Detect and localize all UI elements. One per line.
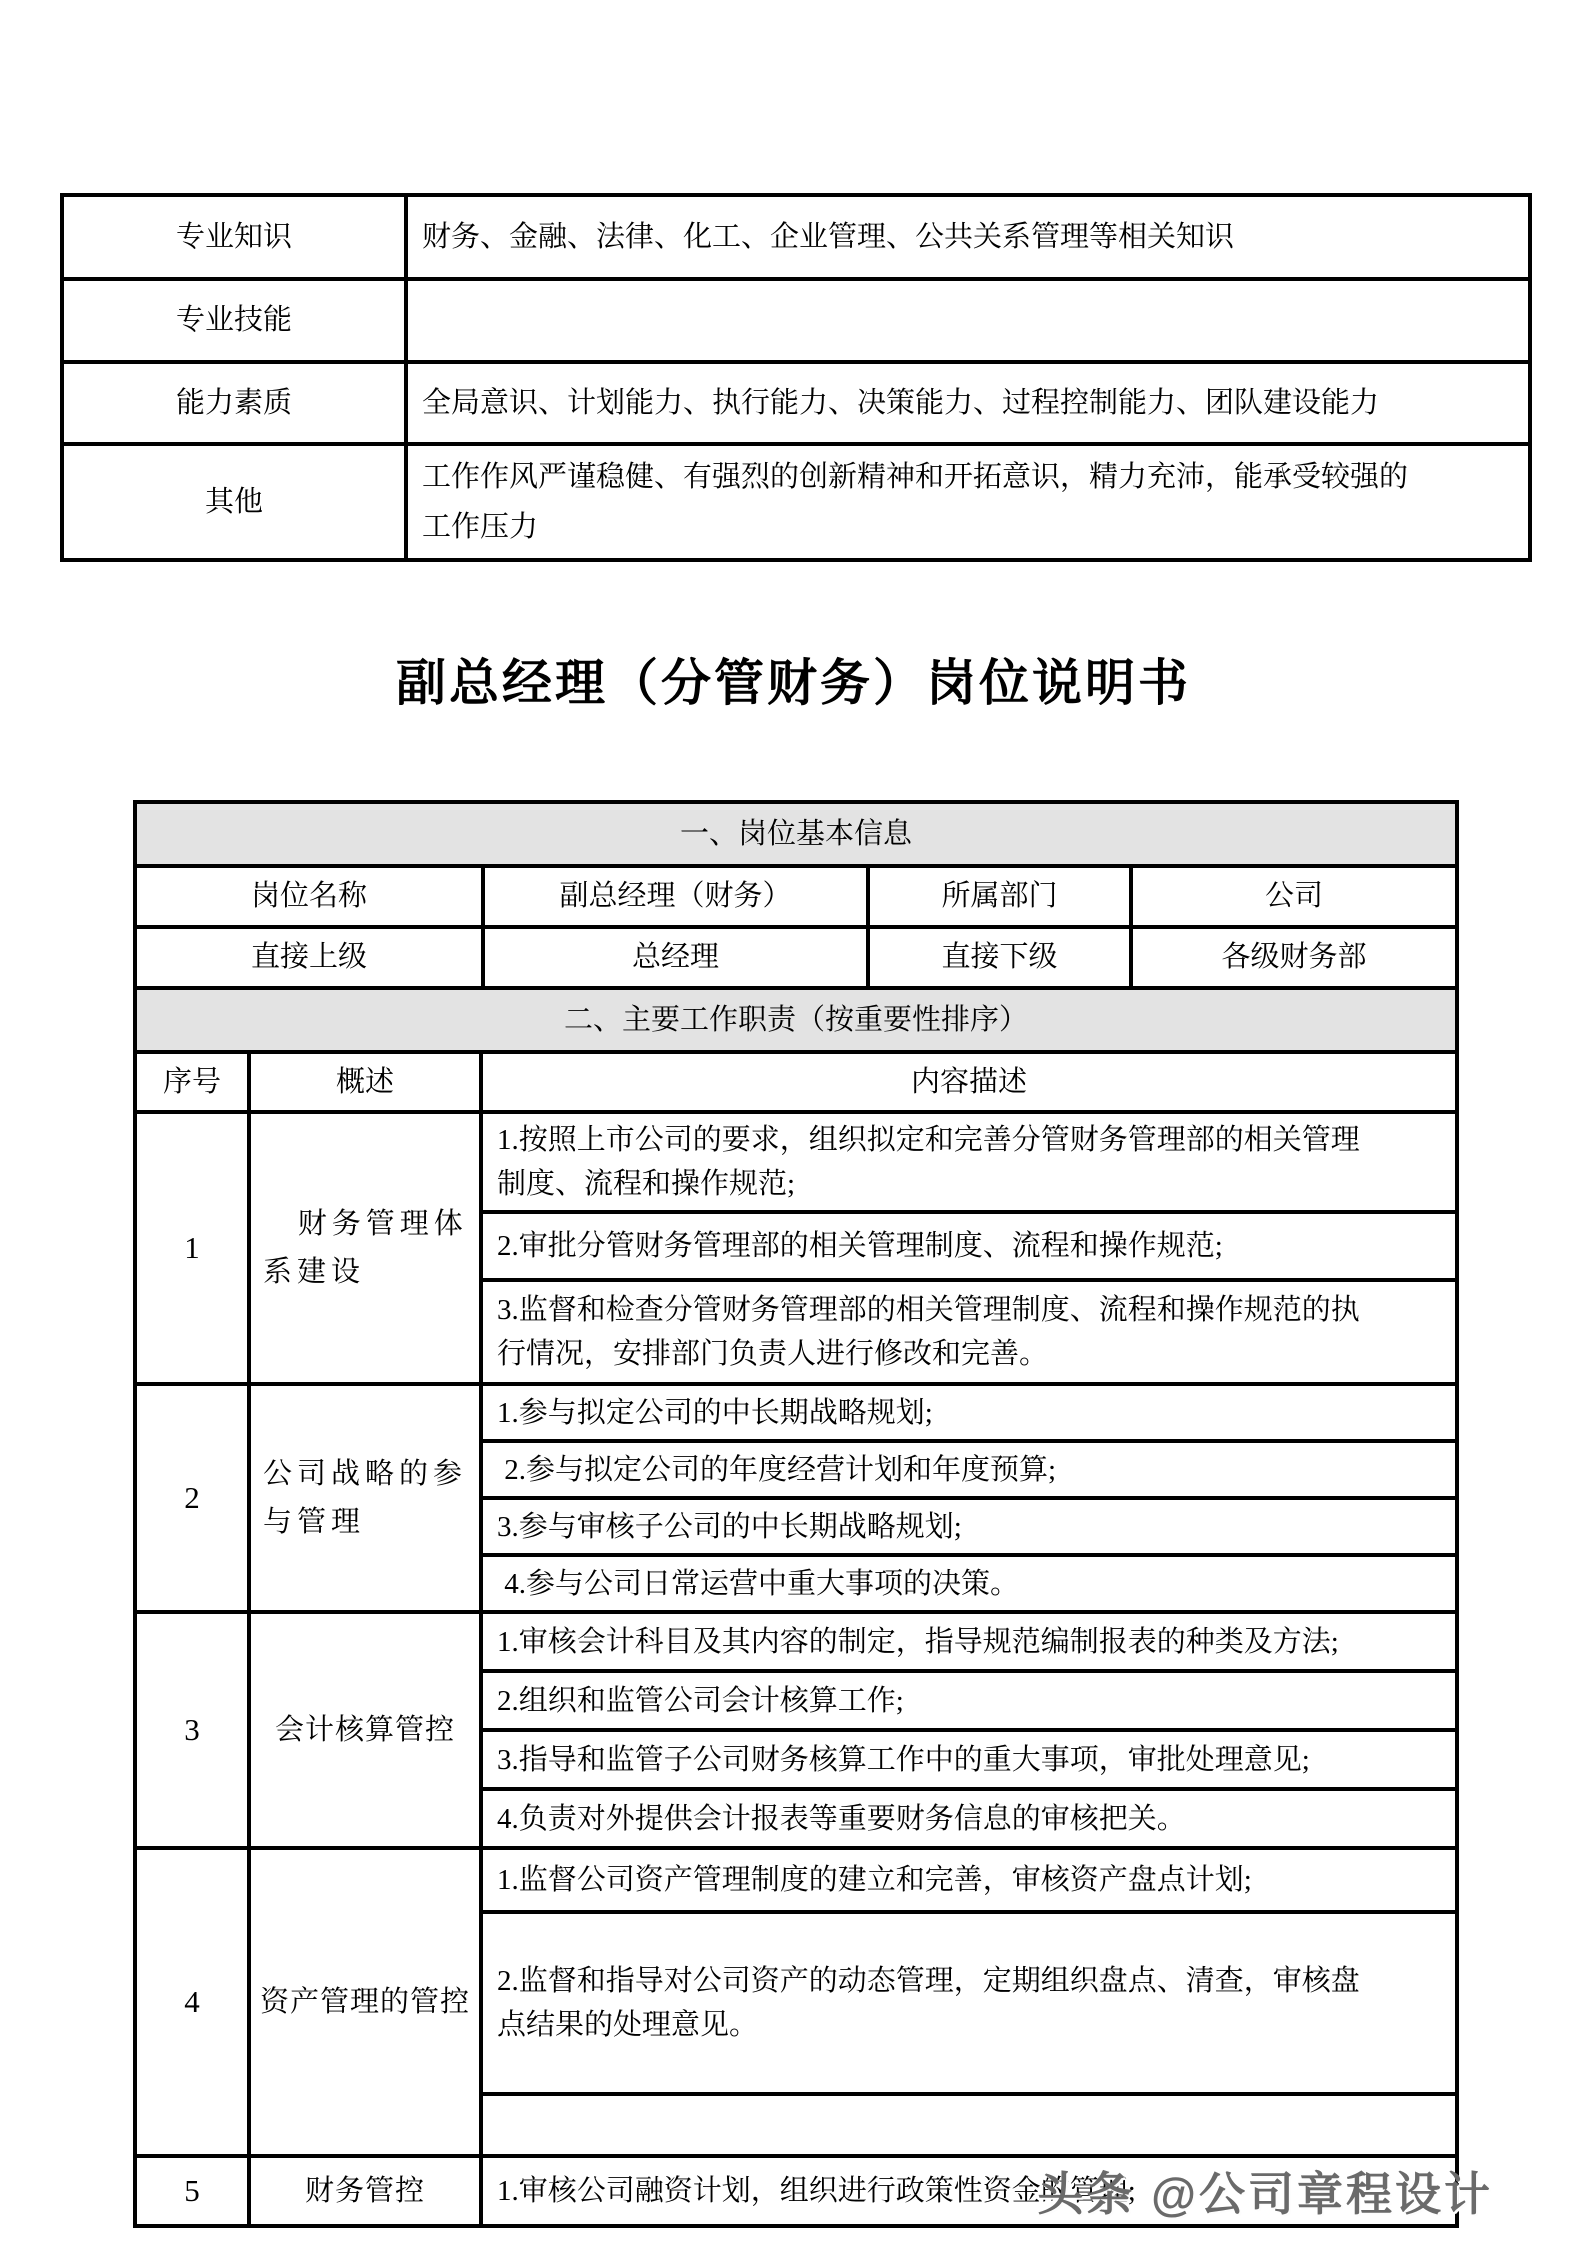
duty-item: 1.监督公司资产管理制度的建立和完善，审核资产盘点计划; — [481, 1848, 1457, 1912]
field-value: 公司 — [1131, 866, 1457, 927]
duty-number: 2 — [135, 1384, 249, 1612]
duty-item — [481, 2094, 1457, 2156]
duty-summary: 公司战略的参与管理 — [249, 1384, 481, 1612]
field-value: 副总经理（财务） — [483, 866, 868, 927]
duty-summary: 财务管控 — [249, 2156, 481, 2226]
field-value: 各级财务部 — [1131, 927, 1457, 988]
table-row — [62, 444, 1530, 560]
column-header-row — [135, 1052, 1457, 1112]
duty-summary: 财务管理体系建设 — [249, 1112, 481, 1384]
job-description-table — [133, 800, 1455, 2228]
duty-number: 4 — [135, 1848, 249, 2156]
duty-summary: 会计核算管控 — [249, 1612, 481, 1848]
watermark: 头条 @公司章程设计 — [1037, 2168, 1493, 2220]
qualification-label: 能力素质 — [62, 362, 406, 444]
field-value: 总经理 — [483, 927, 868, 988]
duty-item: 1.审核公司融资计划，组织进行政策性资金的管理; — [481, 2156, 1457, 2226]
basic-info-table — [133, 800, 1459, 990]
duty-item: 3.参与审核子公司的中长期战略规划; — [481, 1498, 1457, 1555]
duty-item: 3.监督和检查分管财务管理部的相关管理制度、流程和操作规范的执行情况，安排部门负责人进行修改和完善。 — [481, 1280, 1457, 1384]
table-row — [62, 279, 1530, 362]
field-label: 岗位名称 — [135, 866, 483, 927]
duty-item: 2.审批分管财务管理部的相关管理制度、流程和操作规范; — [481, 1212, 1457, 1280]
qualification-value: 全局意识、计划能力、执行能力、决策能力、过程控制能力、团队建设能力 — [406, 362, 1530, 444]
duty-summary: 资产管理的管控 — [249, 1848, 481, 2156]
duty-item: 2.参与拟定公司的年度经营计划和年度预算; — [481, 1441, 1457, 1498]
table-row — [62, 195, 1530, 279]
qualification-value: 工作作风严谨稳健、有强烈的创新精神和开拓意识，精力充沛，能承受较强的工作压力 — [406, 444, 1530, 560]
qualifications-table — [60, 193, 1532, 562]
field-label: 直接下级 — [868, 927, 1131, 988]
duty-item: 3.指导和监管子公司财务核算工作中的重大事项，审批处理意见; — [481, 1730, 1457, 1789]
duty-item: 1.参与拟定公司的中长期战略规划; — [481, 1384, 1457, 1441]
duty-number: 5 — [135, 2156, 249, 2226]
table-row — [135, 927, 1457, 988]
duties-table — [133, 986, 1459, 2228]
duty-row — [135, 1612, 1457, 1671]
column-header-desc: 内容描述 — [481, 1052, 1457, 1112]
duty-item: 4.负责对外提供会计报表等重要财务信息的审核把关。 — [481, 1789, 1457, 1848]
table-row — [62, 362, 1530, 444]
field-label: 直接上级 — [135, 927, 483, 988]
duty-number: 1 — [135, 1112, 249, 1384]
duty-row — [135, 1384, 1457, 1441]
field-label: 所属部门 — [868, 866, 1131, 927]
qualification-label: 其他 — [62, 444, 406, 560]
duty-item: 1.按照上市公司的要求，组织拟定和完善分管财务管理部的相关管理制度、流程和操作规范; — [481, 1112, 1457, 1212]
qualification-label: 专业技能 — [62, 279, 406, 362]
page-title: 副总经理（分管财务）岗位说明书 — [396, 655, 1191, 711]
section2-header: 二、主要工作职责（按重要性排序） — [135, 988, 1457, 1052]
qualification-value — [406, 279, 1530, 362]
section1-header: 一、岗位基本信息 — [135, 802, 1457, 866]
qualification-label: 专业知识 — [62, 195, 406, 279]
qualification-value: 财务、金融、法律、化工、企业管理、公共关系管理等相关知识 — [406, 195, 1530, 279]
duty-item: 1.审核会计科目及其内容的制定，指导规范编制报表的种类及方法; — [481, 1612, 1457, 1671]
duty-item: 2.监督和指导对公司资产的动态管理，定期组织盘点、清查，审核盘点结果的处理意见。 — [481, 1912, 1457, 2094]
column-header-no: 序号 — [135, 1052, 249, 1112]
duty-row — [135, 1112, 1457, 1212]
duty-item: 4.参与公司日常运营中重大事项的决策。 — [481, 1555, 1457, 1612]
section-header-row — [135, 988, 1457, 1052]
table-row — [135, 866, 1457, 927]
column-header-summary: 概述 — [249, 1052, 481, 1112]
section-header-row — [135, 802, 1457, 866]
duty-item: 2.组织和监管公司会计核算工作; — [481, 1671, 1457, 1730]
duty-number: 3 — [135, 1612, 249, 1848]
duty-row — [135, 1848, 1457, 1912]
